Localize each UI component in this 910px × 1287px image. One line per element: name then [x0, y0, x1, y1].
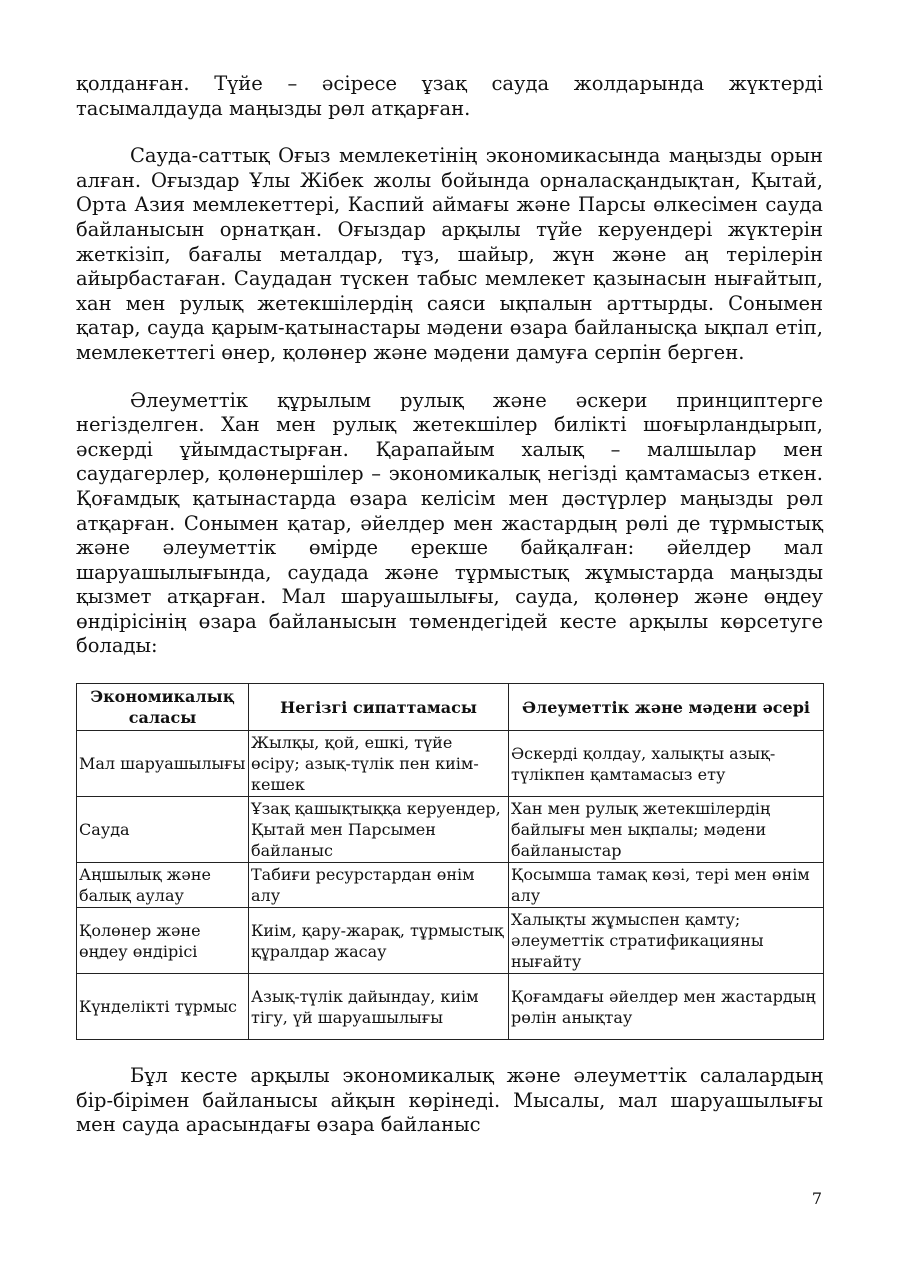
table-row — [77, 731, 824, 797]
table-cell: Сауда — [77, 797, 249, 863]
table-cell: Әскерді қолдау, халықты азық-түлікпен қамтамасыз ету — [509, 731, 824, 797]
header-social-impact: Әлеуметтік және мәдени әсері — [509, 684, 824, 731]
table-cell: Ұзақ қашықтыққа керуендер, Қытай мен Парсымен байланыс — [249, 797, 509, 863]
table-row — [77, 908, 824, 974]
paragraph-1: қолданған. Түйе – әсіресе ұзақ сауда жолдарында жүктерді тасымалдауда маңызды рөл атқарған. — [76, 72, 823, 120]
table-cell: Қоғамдағы әйелдер мен жастардың рөлін анықтау — [509, 974, 824, 1040]
table-header-row — [77, 684, 824, 731]
table-cell: Қолөнер және өңдеу өндірісі — [77, 908, 249, 974]
document-page — [76, 72, 823, 1138]
table-cell: Аңшылық және балық аулау — [77, 863, 249, 908]
paragraph-2: Сауда-саттық Оғыз мемлекетінің экономикасында маңызды орын алған. Оғыздар Ұлы Жібек жолы бойында орналасқандықтан, Қытай, Орта Азия мемлекеттері, Каспий аймағы және Парсы өлкесімен сауда байланысын орнатқан. Оғыздар арқылы түйе керуендері жүктерін жеткізіп, бағалы металдар, тұз, шайыр, жүн және аң терілерін айырбастаған. Саудадан түскен табыс мемлекет қазынасын нығайтып, хан мен рулық жетекшілердің саяси ықпалын арттырды. Сонымен қатар, сауда қарым-қатынастары мәдени өзара байланысқа ықпал етіп, мемлекеттегі өнер, қолөнер және мәдени дамуға серпін берген. — [76, 144, 823, 364]
table-row — [77, 974, 824, 1040]
table-cell: Халықты жұмыспен қамту; әлеуметтік стратификацияны нығайту — [509, 908, 824, 974]
table-cell: Мал шаруашылығы — [77, 731, 249, 797]
header-economic-sector: Экономикалық саласы — [77, 684, 249, 731]
table-cell: Күнделікті тұрмыс — [77, 974, 249, 1040]
table-cell: Қосымша тамақ көзі, тері мен өнім алу — [509, 863, 824, 908]
page-number: 7 — [811, 1189, 822, 1208]
table-cell: Табиғи ресурстардан өнім алу — [249, 863, 509, 908]
table-cell: Азық-түлік дайындау, киім тігу, үй шаруашылығы — [249, 974, 509, 1040]
table-row — [77, 797, 824, 863]
table-cell: Хан мен рулық жетекшілердің байлығы мен ықпалы; мәдени байланыстар — [509, 797, 824, 863]
table-row — [77, 863, 824, 908]
table-cell: Киім, қару-жарақ, тұрмыстық құралдар жасау — [249, 908, 509, 974]
table-cell: Жылқы, қой, ешкі, түйе өсіру; азық-түлік пен киім-кешек — [249, 731, 509, 797]
paragraph-3: Әлеуметтік құрылым рулық және әскери принциптерге негізделген. Хан мен рулық жетекшілер билікті шоғырландырып, әскерді ұйымдастырған. Қарапайым халық – малшылар мен саудагерлер, қолөнершілер – экономикалық негізді қамтамасыз еткен. Қоғамдық қатынастарда өзара келісім мен дәстүрлер маңызды рөл атқарған. Сонымен қатар, әйелдер мен жастардың рөлі де тұрмыстық және әлеуметтік өмірде ерекше байқалған: әйелдер мал шаруашылығында, саудада және тұрмыстық жұмыстарда маңызды қызмет атқарған. Мал шаруашылығы, сауда, қолөнер және өңдеу өндірісінің өзара байланысын төмендегідей кесте арқылы көрсетуге болады: — [76, 388, 823, 658]
economy-table — [76, 683, 824, 1040]
header-main-description: Негізгі сипаттамасы — [249, 684, 509, 731]
closing-paragraph: Бұл кесте арқылы экономикалық және әлеуметтік салалардың бір-бірімен байланысы айқын көрінеді. Мысалы, мал шаруашылығы мен сауда арасындағы өзара байланыс — [76, 1064, 823, 1137]
